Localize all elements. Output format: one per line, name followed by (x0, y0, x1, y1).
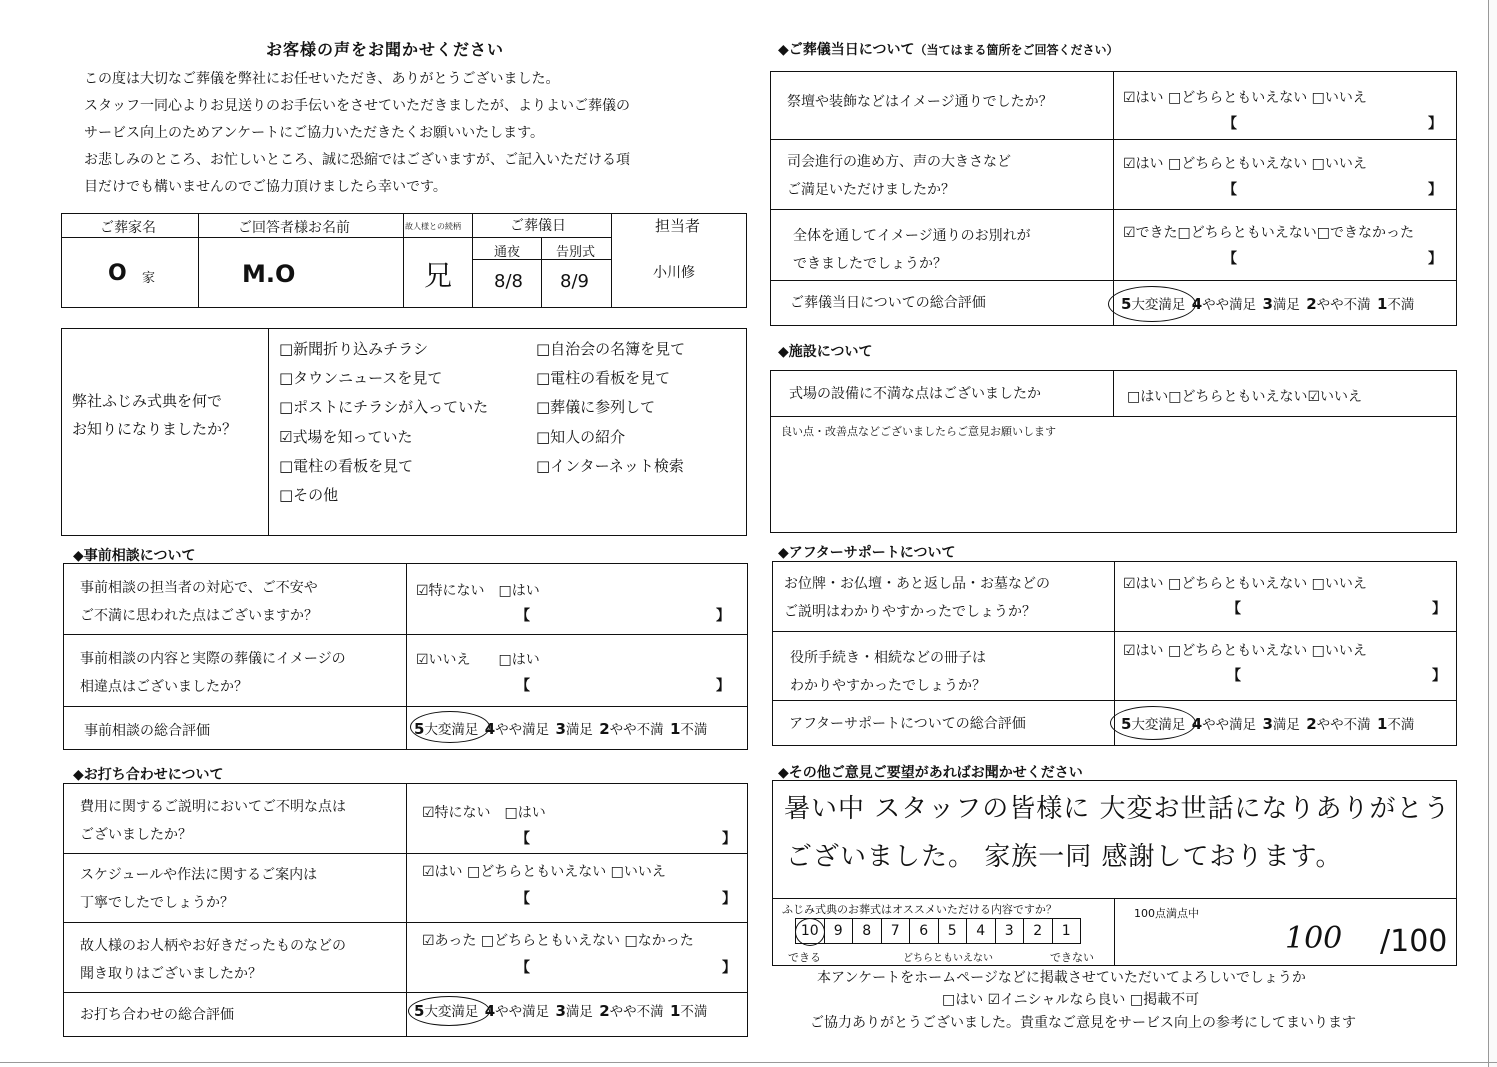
pre-question-1: 事前相談の担当者の対応で、ご不安や ご不満に思われた点はございますか？ (80, 580, 318, 624)
section-title-after: ◆アフターサポートについて (778, 545, 956, 561)
selected-rating-circle (408, 996, 490, 1026)
scale-3[interactable]: 3 (996, 919, 1025, 943)
thanks-text: ご協力ありがとうございました。貴重なご意見をサービス向上の参考にしてまいります (810, 1015, 1356, 1031)
label-wake: 通夜 (494, 245, 521, 260)
source-option: □電柱の看板を見て (279, 457, 414, 475)
scale-8[interactable]: 8 (853, 919, 882, 943)
staff-name: 小川修 (653, 265, 695, 281)
selected-rating-circle (1108, 286, 1196, 322)
recommend-scale (795, 918, 1081, 944)
info-table (61, 213, 747, 308)
bracket-right: 】 (716, 608, 730, 624)
pre-question-2: 事前相談の内容と実際の葬儀にイメージの 相違点はございましたか？ (80, 651, 346, 695)
source-option: □知人の紹介 (536, 428, 626, 446)
meeting-answer-2: ☑はい □どちらともいえない □いいえ (422, 864, 666, 880)
bracket-right: 】 (1432, 601, 1446, 617)
facility-answer: □はい□どちらともいえない☑いいえ (1127, 389, 1363, 405)
after-answer-1: ☑はい □どちらともいえない □いいえ (1123, 576, 1367, 592)
label-staff: 担当者 (655, 217, 701, 235)
label-ceremony: 告別式 (556, 245, 596, 260)
scale-label-cannot: できない (1050, 951, 1094, 964)
section-title-other: ◆その他ご意見ご要望があればお聞かせください (778, 765, 1083, 781)
bracket-left: 【 (516, 891, 530, 907)
scale-label-can: できる (788, 951, 821, 964)
day-question-1: 祭壇や装飾などはイメージ通りでしたか？ (787, 94, 1053, 110)
meeting-answer-1: ☑特にない □はい (422, 805, 546, 821)
bracket-left: 【 (516, 678, 530, 694)
scale-5[interactable]: 5 (939, 919, 968, 943)
bracket-right: 】 (1432, 668, 1446, 684)
after-answer-2: ☑はい □どちらともいえない □いいえ (1123, 643, 1367, 659)
section-title-facility: ◆施設について (778, 344, 873, 360)
source-option: □タウンニュースを見て (279, 369, 443, 387)
facility-comment-label: 良い点・改善点などございましたらご意見お願いします (781, 425, 1056, 438)
bracket-right: 】 (1428, 116, 1442, 132)
respondent-name: M.O (242, 260, 296, 288)
after-rating: 5大変満足 4やや満足 3満足 2やや不満 1不満 (1121, 715, 1415, 733)
label-family: ご葬家名 (100, 220, 156, 236)
score-value: 100 (1285, 921, 1343, 956)
source-option: □電柱の看板を見て (536, 369, 671, 387)
selected-rating-circle (410, 711, 490, 743)
label-funeral-date: ご葬儀日 (510, 218, 566, 234)
relation-value: 兄 (424, 259, 453, 292)
selected-scale-circle (795, 918, 825, 946)
source-option: □新聞折り込みチラシ (279, 340, 429, 358)
day-question-4: ご葬儀当日についての総合評価 (790, 295, 986, 311)
bracket-left: 【 (516, 960, 530, 976)
meeting-rating: 5大変満足 4やや満足 3満足 2やや不満 1不満 (414, 1002, 708, 1020)
source-option: □葬儀に参列して (536, 398, 656, 416)
scale-1[interactable]: 1 (1061, 923, 1071, 939)
family-suffix: 家 (142, 271, 156, 286)
publish-options: □はい ☑イニシャルなら良い □掲載不可 (942, 992, 1200, 1008)
label-relation: 故人様との続柄 (405, 222, 461, 231)
page-edge-bottom (0, 1062, 1497, 1067)
recommend-question: ふじみ式典のお葬式はオススメいただける内容ですか？ (782, 903, 1057, 916)
after-question-3: アフターサポートについての総合評価 (789, 716, 1026, 732)
meeting-question-4: お打ち合わせの総合評価 (80, 1007, 234, 1023)
after-question-2: 役所手続き・相続などの冊子は わかりやすかったでしょうか？ (790, 650, 986, 694)
section-title-day: ◆ご葬儀当日について（当てはまる箇所をご回答ください） (778, 42, 1119, 58)
score-max: /100 (1380, 924, 1448, 959)
source-option: □自治会の名簿を見て (536, 340, 686, 358)
comment-line-2: ございました。 家族一同 感謝しております。 (786, 842, 1343, 872)
bracket-left: 【 (1223, 182, 1237, 198)
ceremony-date: 8/9 (560, 271, 589, 292)
meeting-question-1: 費用に関するご説明においてご不明な点は ございましたか？ (80, 799, 346, 843)
wake-date: 8/8 (494, 271, 523, 292)
bracket-left: 【 (516, 608, 530, 624)
bracket-left: 【 (1223, 116, 1237, 132)
section-title-pre: ◆事前相談について (73, 548, 196, 564)
meeting-answer-3: ☑あった □どちらともいえない □なかった (422, 933, 694, 949)
bracket-right: 】 (722, 831, 736, 847)
meeting-question-2: スケジュールや作法に関するご案内は 丁寧でしたでしょうか？ (80, 867, 318, 911)
pre-question-3: 事前相談の総合評価 (84, 723, 210, 739)
pre-rating: 5大変満足 4やや満足 3満足 2やや不満 1不満 (414, 720, 708, 738)
scale-2[interactable]: 2 (1024, 919, 1053, 943)
day-answer-1: ☑はい □どちらともいえない □いいえ (1123, 90, 1367, 106)
survey-title: お客様の声をお聞かせください (266, 40, 505, 59)
scale-9[interactable]: 9 (825, 919, 854, 943)
selected-rating-circle (1110, 706, 1196, 740)
day-question-3: 全体を通してイメージ通りのお別れが できましたでしょうか？ (793, 228, 1031, 272)
day-answer-3: ☑できた□どちらともいえない□できなかった (1123, 225, 1415, 241)
scale-7[interactable]: 7 (882, 919, 911, 943)
scale-10[interactable]: 10 (796, 919, 825, 943)
section-title-meeting: ◆お打ち合わせについて (73, 767, 224, 783)
bracket-left: 【 (1227, 601, 1241, 617)
facility-question: 式場の設備に不満な点はございましたか (789, 386, 1041, 402)
family-name: O (108, 261, 127, 286)
score-label: 100点満点中 (1134, 907, 1199, 920)
bracket-left: 【 (516, 831, 530, 847)
scale-label-neither: どちらともいえない (903, 953, 993, 964)
page-edge-right (1488, 0, 1497, 1067)
publish-question: 本アンケートをホームページなどに掲載させていただいてよろしいでしょうか (817, 970, 1306, 986)
bracket-left: 【 (1223, 251, 1237, 267)
bracket-left: 【 (1227, 668, 1241, 684)
label-respondent: ご回答者様お名前 (238, 220, 350, 236)
bracket-right: 】 (1428, 251, 1442, 267)
day-rating: 5大変満足 4やや満足 3満足 2やや不満 1不満 (1121, 295, 1415, 313)
source-option: □インターネット検索 (536, 457, 684, 475)
bracket-right: 】 (722, 891, 736, 907)
day-question-2: 司会進行の進め方、声の大きさなど ご満足いただけましたか？ (787, 154, 1011, 198)
source-option: □その他 (279, 486, 339, 504)
source-question: 弊社ふじみ式典を何で お知りになりましたか？ (72, 392, 238, 438)
scale-4[interactable]: 4 (967, 919, 996, 943)
scale-6[interactable]: 6 (910, 919, 939, 943)
intro-text: この度は大切なご葬儀を弊社にお任せいただき、ありがとうございました。 スタッフ一同心よりお見送りのお手伝いをさせていただきましたが、よりよいご葬儀の サービス向上のためアンケートにご協力いただきたくお願いいたします。 お悲しみのところ、お忙しいところ、誠に恐縮ではございますが、ご記入いただける項 目だけでも構いませんのでご協力頂けましたら幸いです。 (84, 71, 630, 195)
meeting-question-3: 故人様のお人柄やお好きだったものなどの 聞き取りはございましたか？ (80, 938, 346, 982)
pre-answer-2: ☑いいえ □はい (416, 652, 540, 668)
bracket-right: 】 (716, 678, 730, 694)
pre-answer-1: ☑特にない □はい (416, 583, 540, 599)
comment-line-1: 暑い中 スタッフの皆様に 大変お世話になりありがとう (784, 794, 1451, 824)
day-answer-2: ☑はい □どちらともいえない □いいえ (1123, 156, 1367, 172)
after-question-1: お位牌・お仏壇・あと返し品・お墓などの ご説明はわかりやすかったでしょうか？ (784, 576, 1050, 620)
source-option: □ポストにチラシが入っていた (279, 398, 489, 416)
source-option-checked: ☑式場を知っていた (279, 428, 413, 446)
bracket-right: 】 (1428, 182, 1442, 198)
bracket-right: 】 (722, 960, 736, 976)
